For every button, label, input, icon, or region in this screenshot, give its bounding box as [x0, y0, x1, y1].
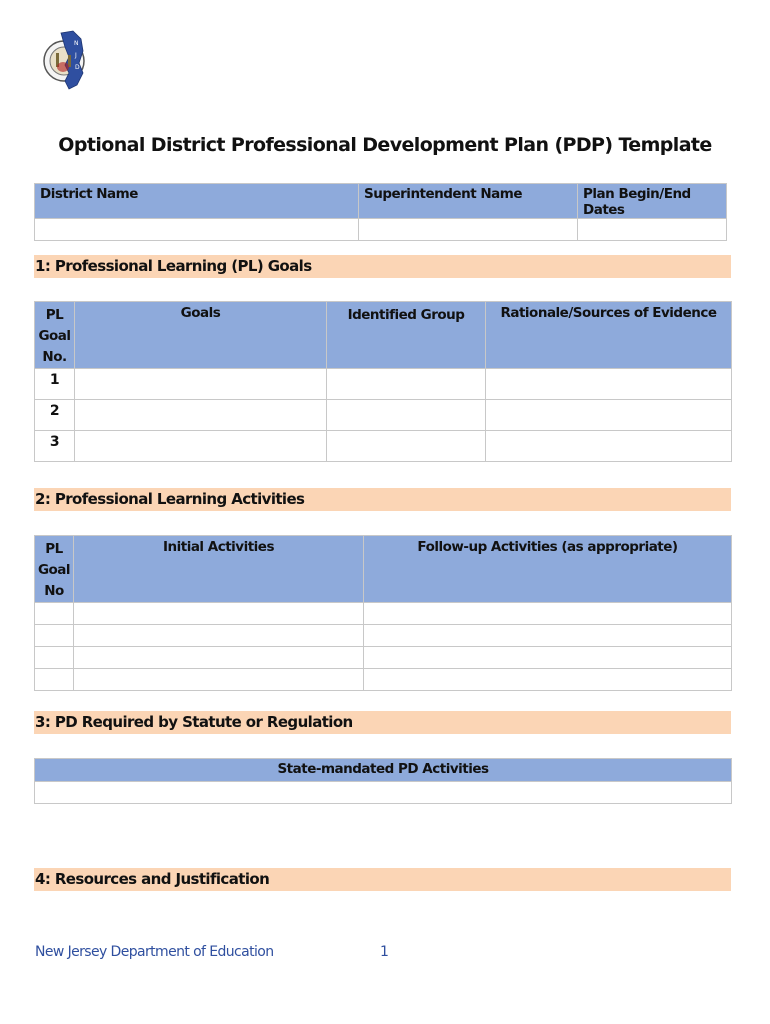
- goal-cell[interactable]: [75, 431, 327, 462]
- plan-dates-cell[interactable]: [578, 219, 727, 241]
- initial-activity-cell[interactable]: [74, 669, 364, 691]
- plan-dates-header: Plan Begin/End Dates: [578, 184, 727, 219]
- goal-row-number: 3: [35, 431, 75, 462]
- section1-heading: 1: Professional Learning (PL) Goals: [34, 255, 731, 278]
- superintendent-name-cell[interactable]: [359, 219, 578, 241]
- goal-cell[interactable]: [75, 369, 327, 400]
- goal-no-cell[interactable]: [35, 625, 74, 647]
- svg-text:D: D: [75, 64, 80, 71]
- goals-header: Goals: [75, 302, 327, 369]
- section2-heading: 2: Professional Learning Activities: [34, 488, 731, 511]
- pl-goal-no-header: PL Goal No.: [35, 302, 75, 369]
- identified-group-header: Identified Group: [327, 302, 486, 369]
- goal-row-number: 2: [35, 400, 75, 431]
- goal-no-cell[interactable]: [35, 603, 74, 625]
- goal-no-cell[interactable]: [35, 669, 74, 691]
- superintendent-name-header: Superintendent Name: [359, 184, 578, 219]
- group-cell[interactable]: [327, 400, 486, 431]
- group-cell[interactable]: [327, 369, 486, 400]
- follow-up-activities-header: Follow-up Activities (as appropriate): [364, 536, 732, 603]
- section4-heading: 4: Resources and Justification: [34, 868, 731, 891]
- initial-activity-cell[interactable]: [74, 625, 364, 647]
- goal-cell[interactable]: [75, 400, 327, 431]
- state-mandated-header: State-mandated PD Activities: [35, 759, 732, 782]
- pl-activities-table: [34, 535, 732, 691]
- rationale-cell[interactable]: [486, 400, 732, 431]
- pl-goals-table: [34, 301, 732, 462]
- state-mandated-table: [34, 758, 732, 804]
- goal-row-number: 1: [35, 369, 75, 400]
- group-cell[interactable]: [327, 431, 486, 462]
- rationale-cell[interactable]: [486, 369, 732, 400]
- rationale-header: Rationale/Sources of Evidence: [486, 302, 732, 369]
- pl-goal-no-header: PL Goal No: [35, 536, 74, 603]
- initial-activity-cell[interactable]: [74, 603, 364, 625]
- nj-doe-seal-logo: [43, 27, 87, 95]
- document-title: Optional District Professional Development Plan (PDP) Template: [58, 134, 712, 156]
- district-name-header: District Name: [35, 184, 359, 219]
- district-name-cell[interactable]: [35, 219, 359, 241]
- follow-up-cell[interactable]: [364, 669, 732, 691]
- page-number: 1: [380, 944, 389, 960]
- goal-no-cell[interactable]: [35, 647, 74, 669]
- footer-organization: New Jersey Department of Education: [35, 944, 274, 960]
- initial-activities-header: Initial Activities: [74, 536, 364, 603]
- district-info-table: [34, 183, 727, 241]
- initial-activity-cell[interactable]: [74, 647, 364, 669]
- rationale-cell[interactable]: [486, 431, 732, 462]
- section3-heading: 3: PD Required by Statute or Regulation: [34, 711, 731, 734]
- state-mandated-cell[interactable]: [35, 782, 732, 804]
- svg-text:N: N: [74, 40, 79, 47]
- svg-text:J: J: [75, 52, 77, 59]
- follow-up-cell[interactable]: [364, 625, 732, 647]
- follow-up-cell[interactable]: [364, 603, 732, 625]
- follow-up-cell[interactable]: [364, 647, 732, 669]
